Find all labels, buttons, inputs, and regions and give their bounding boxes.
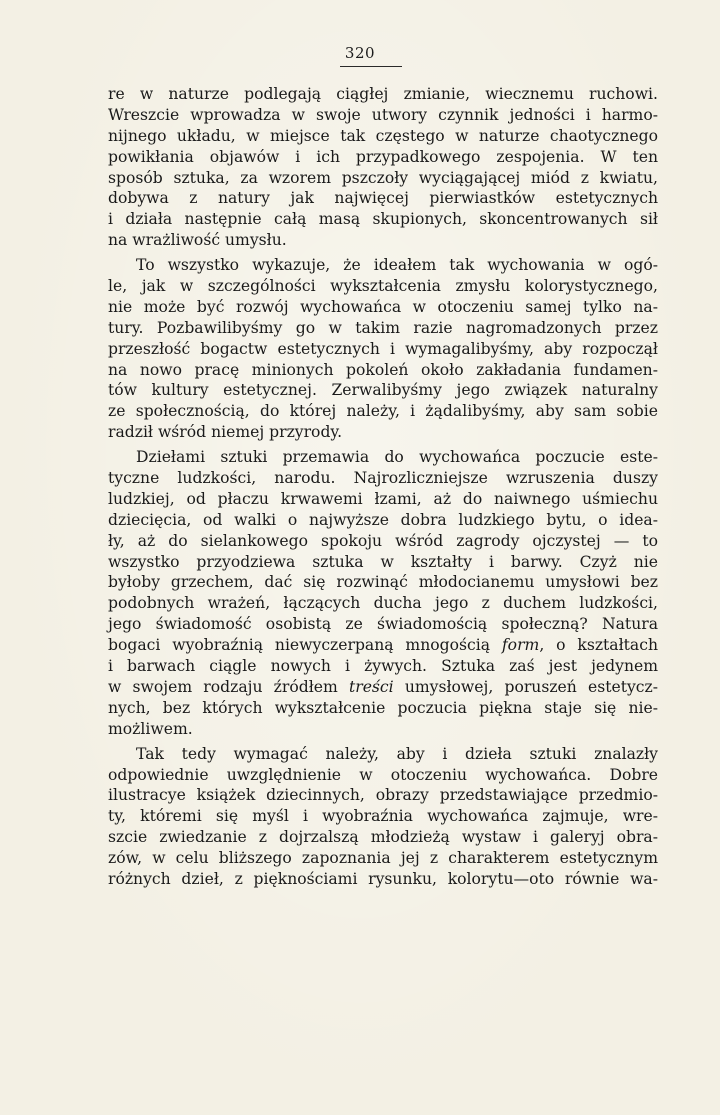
text-line: przeszłość bogactw estetycznych i wymagalibyśmy, aby rozpoczął: [108, 339, 658, 358]
text-line: tyczne ludzkości, narodu. Najrozliczniejsze wzruszenia duszy: [108, 469, 658, 488]
text-line: re w naturze podlegają ciągłej zmianie, wiecznemu ruchowi.: [108, 85, 658, 103]
paragraph: [108, 447, 658, 739]
text-line: radził wśród niemej przyrody.: [108, 423, 343, 442]
text-line: wszystko przyodziewa sztuka w kształty i barwy. Czyż nie: [108, 552, 658, 571]
text-line: ty, któremi się myśl i wyobraźnia wychowańca zajmuje, wre-: [108, 807, 658, 826]
text-line: tów kultury estetycznej. Zerwalibyśmy jego związek naturalny: [108, 381, 658, 400]
text-line: na nowo pracę minionych pokoleń około zakładania fundamen-: [108, 360, 658, 379]
text-line: w swojem rodzaju źródłem treści umysłowej, poruszeń estetycz-: [108, 677, 659, 696]
text-line: możliwem.: [108, 719, 193, 738]
text-line: nijnego układu, w miejsce tak częstego w naturze chaotycznego: [108, 126, 658, 145]
text-line: powikłania objawów i ich przypadkowego zespojenia. W ten: [108, 147, 658, 166]
text-line: zów, w celu bliższego zapoznania jej z charakterem estetycznym: [108, 849, 658, 868]
text-line: le, jak w szczególności wykształcenia zmysłu kolorystycznego,: [108, 277, 658, 296]
text-line: ludzkiej, od płaczu krwawemi łzami, aż do naiwnego uśmiechu: [108, 489, 658, 508]
paragraph: [108, 744, 658, 890]
text-line: dobywa z natury jak najwięcej pierwiastków estetycznych: [108, 189, 658, 208]
text-line: i barwach ciągle nowych i żywych. Sztuka zaś jest jedynem: [108, 657, 658, 676]
text-line: dziecięcia, od walki o najwyższe dobra ludzkiego bytu, o idea-: [108, 510, 658, 529]
text-line: ze społecznością, do której należy, i żądalibyśmy, aby sam sobie: [108, 402, 658, 421]
text-line: na wrażliwość umysłu.: [108, 231, 287, 250]
text-line: sposób sztuka, za wzorem pszczoły wyciągającej miód z kwiatu,: [108, 168, 658, 187]
text-line: jego świadomość osobistą ze świadomością społeczną? Natura: [108, 615, 658, 634]
italic-word: treści: [348, 677, 394, 696]
text-line: byłoby grzechem, dać się rozwinąć młodocianemu umysłowi bez: [108, 573, 658, 592]
paragraph: [108, 255, 658, 443]
body-text: [108, 84, 658, 890]
text-line: różnych dzieł, z pięknościami rysunku, kolorytu—oto równie wa-: [108, 869, 658, 888]
text-line: nych, bez których wykształcenie poczucia piękna staje się nie-: [108, 698, 658, 717]
text-line: i działa następnie całą masą skupionych, skoncentrowanych sił: [108, 210, 658, 229]
text-line: szcie zwiedzanie z dojrzalszą młodzieżą wystaw i galeryj obra-: [108, 828, 658, 847]
text-line: Dziełami sztuki przemawia do wychowańca poczucie este-: [136, 448, 658, 467]
text-line: Wreszcie wprowadza w swoje utwory czynnik jedności i harmo-: [108, 105, 658, 124]
text-line: ły, aż do sielankowego spokoju wśród zagrody ojczystej — to: [108, 531, 658, 550]
page-number-rule: [340, 66, 402, 67]
text-line: podobnych wrażeń, łączących ducha jego z duchem ludzkości,: [108, 594, 658, 613]
text-line: tury. Pozbawilibyśmy go w takim razie nagromadzonych przez: [108, 318, 658, 337]
text-line: nie może być rozwój wychowańca w otoczeniu samej tylko na-: [108, 297, 658, 316]
page-number: 320: [344, 44, 376, 62]
text-line: bogaci wyobraźnią niewyczerpaną mnogością form, o kształtach: [108, 636, 658, 655]
text-line: odpowiednie uwzględnienie w otoczeniu wychowańca. Dobre: [108, 765, 658, 784]
text-line: To wszystko wykazuje, że ideałem tak wychowania w ogó-: [136, 256, 658, 275]
text-line: Tak tedy wymagać należy, aby i dzieła sztuki znalazły: [136, 744, 658, 763]
paragraph: [108, 84, 658, 251]
text-line: ilustracye książek dziecinnych, obrazy przedstawiające przedmio-: [108, 786, 658, 805]
italic-word: form: [501, 636, 540, 655]
